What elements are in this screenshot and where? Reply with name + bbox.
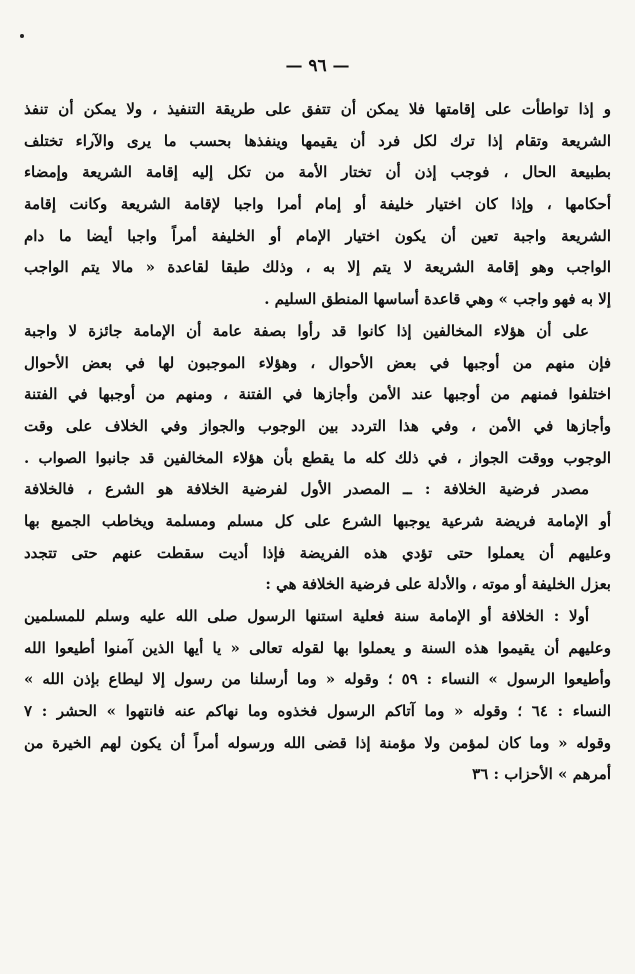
text-line: اختلفوا فمنهم من أوجبها عند الأمن وأجازها في الفتنة ، ومنهم من أوجبها في الفتنة — [24, 385, 611, 404]
text-line: وقوله « وما كان لمؤمن ولا مؤمنة إذا قضى الله ورسوله أمراً أن يكون لهم الخيرة من — [24, 733, 611, 752]
paragraph-obligation — [24, 94, 611, 316]
text-line: و إذا تواطأت على إقامتها فلا يمكن أن تتفق على طريقة التنفيذ ، ولا يمكن أن تنفذ — [24, 100, 611, 118]
text-line: وعليهم أن يعملوا حتى تؤدي هذه الفريضة فإذا أديت سقطت عنهم حتى تتجدد — [24, 543, 611, 562]
text-line: الواجب وهو إقامة الشريعة لا يتم إلا به ، وذلك طبقا لقاعدة « مالا يتم الواجب — [24, 258, 611, 277]
text-line: الشريعة وتقام إذا ترك لكل فرد أن يقيمها وينفذها بحسب ما يرى والآراء تختلف — [24, 131, 611, 150]
ink-speck — [20, 34, 24, 38]
text-line: أو الإمامة فريضة شرعية يوجبها الشرع على كل مسلم ومسلمة ويخاطب الجميع بها — [24, 511, 611, 530]
body-text — [24, 94, 611, 791]
paragraph-first-evidence — [24, 601, 611, 791]
text-line: مصدر فرضية الخلافة : ــ المصدر الأول لفرضية الخلافة هو الشرع ، فالخلافة — [24, 480, 589, 499]
text-line: الشريعة واجبة تعين أن يكون اختيار الإمام أو الخليفة أمراً واجبا أيضا ما دام — [24, 226, 611, 245]
text-line: على أن هؤلاء المخالفين إذا كانوا قد رأوا بصفة عامة أن الإمامة جائزة لا واجبة — [24, 321, 589, 340]
paragraph-source — [24, 474, 611, 601]
text-line: أمرهم » الأحزاب : ٣٦ — [472, 765, 611, 784]
page-number: — ٩٦ — — [285, 56, 350, 76]
text-line: أحكامها ، وإذا كان اختيار خليفة أو إمام أمرا واجبا لإقامة الشريعة وكانت إقامة — [24, 195, 611, 214]
text-line: وأجازها في الأمن ، وفي هذا التردد بين الوجوب والجواز وفي الخلاف على وقت — [24, 416, 611, 435]
text-line: بعزل الخليفة أو موته ، والأدلة على فرضية الخلافة هي : — [265, 575, 611, 594]
text-line: الوجوب ووقت الجواز ، في ذلك كله ما يقطع بأن هؤلاء المخالفين قد جانبوا الصواب . — [24, 448, 611, 467]
text-line: فإن منهم من أوجبها في بعض الأحوال ، وهؤلاء الموجبون لها في بعض الأحوال — [24, 353, 611, 372]
text-line: وعليهم أن يقيموا هذه السنة و يعملوا بها لقوله تعالى « يا أيها الذين آمنوا أطيعوا الله — [24, 638, 611, 657]
text-line: إلا به فهو واجب » وهي قاعدة أساسها المنطق السليم . — [264, 290, 611, 309]
text-line: بطبيعة الحال ، فوجب إذن أن تختار الأمة من تكل إليه إقامة الشريعة وإمضاء — [24, 163, 611, 182]
text-line: وأطيعوا الرسول » النساء : ٥٩ ؛ وقوله « وما أرسلنا من رسول إلا ليطاع بإذن الله » — [24, 670, 611, 689]
text-line: أولا : الخلافة أو الإمامة سنة فعلية استنها الرسول صلى الله عليه وسلم للمسلمين — [24, 607, 589, 625]
text-line: النساء : ٦٤ ؛ وقوله « وما آتاكم الرسول فخذوه وما نهاكم عنه فانتهوا » الحشر : ٧ — [24, 702, 611, 721]
paragraph-dissenters — [24, 316, 611, 474]
